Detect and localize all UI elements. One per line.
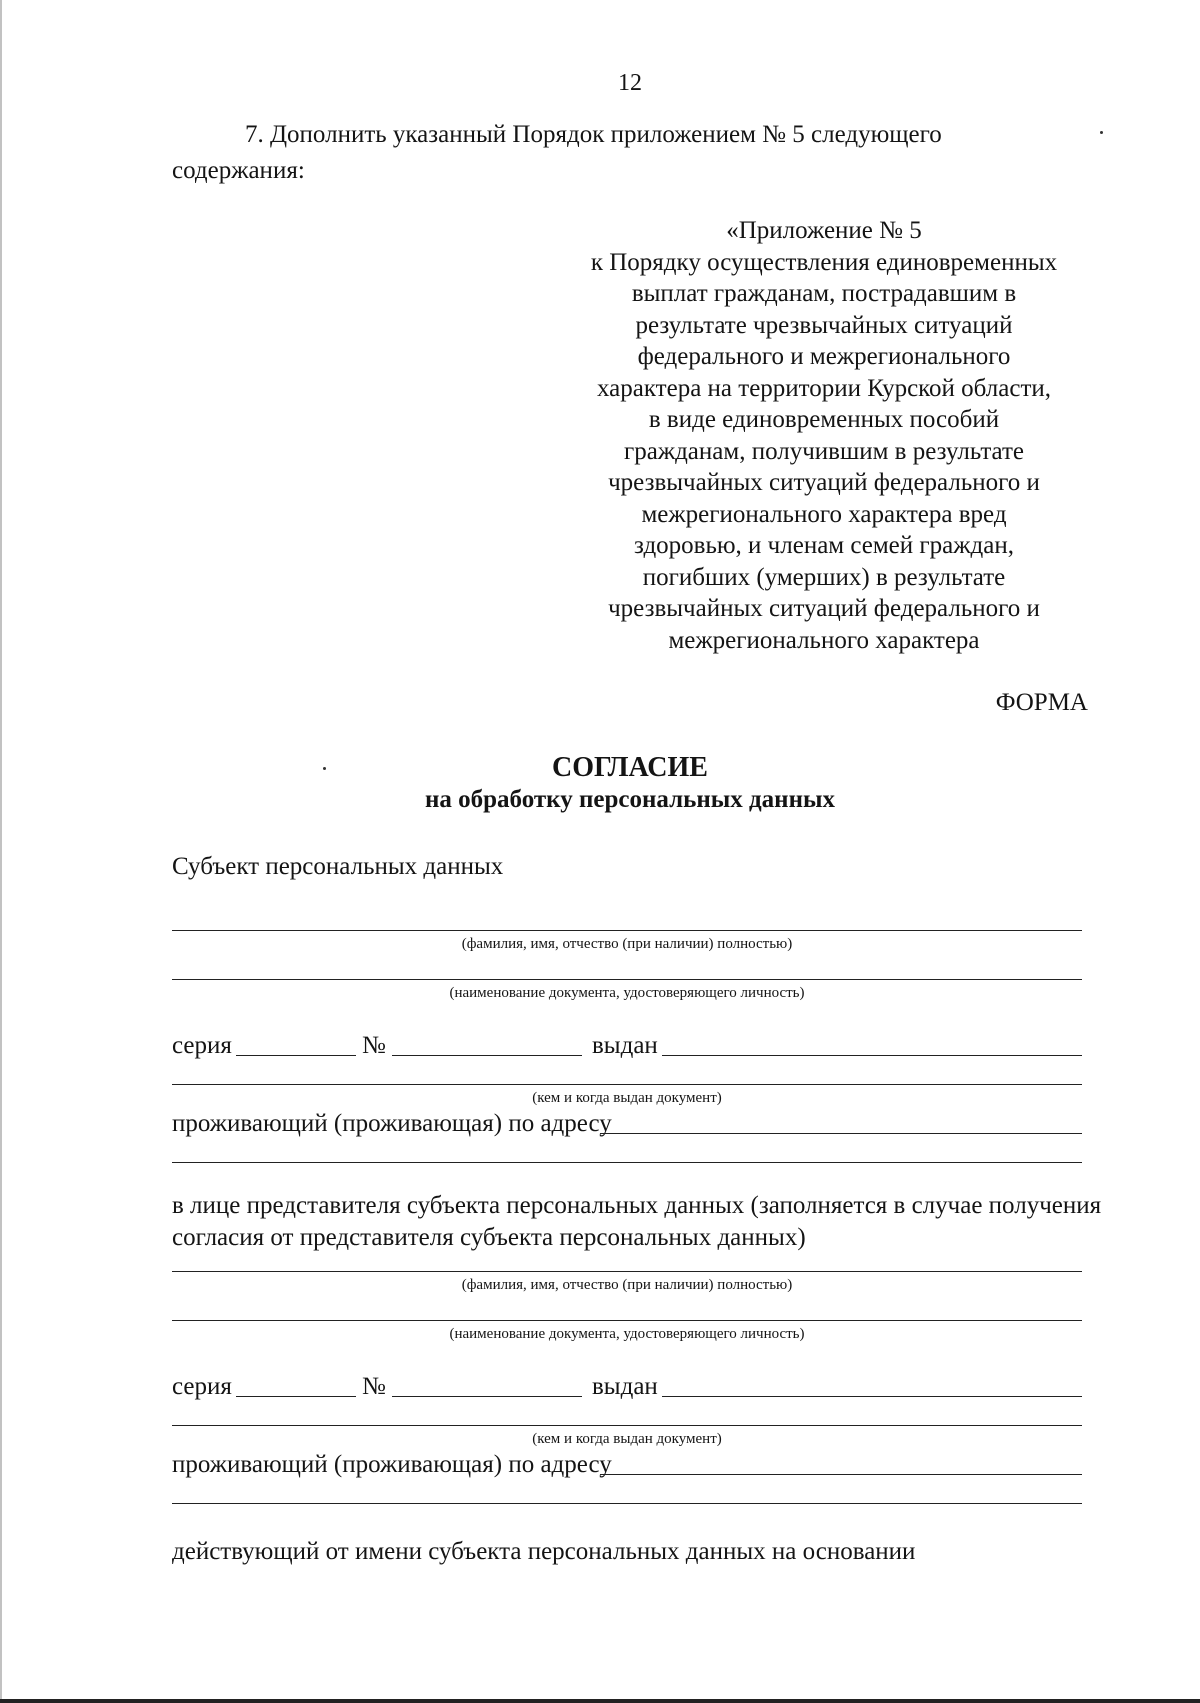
rep-fio-caption: (фамилия, имя, отчество (при наличии) полностью) — [461, 1277, 793, 1293]
scan-left-edge — [0, 0, 2, 1703]
acting-basis: действующий от имени субъекта персональных данных на основании — [172, 1538, 916, 1565]
appendix-header-line: гражданам, получившим в результате — [623, 437, 1025, 465]
intro-line-2: содержания: — [172, 157, 305, 184]
doc-caption: (наименование документа, удостоверяющего личность) — [449, 985, 805, 1001]
rep-address-field — [600, 1474, 1082, 1475]
rep-series-label: серия — [172, 1373, 232, 1400]
subject-label: Субъект персональных данных — [172, 853, 504, 880]
representative-line-1: в лице представителя субъекта персональных данных (заполняется в случае получения — [172, 1192, 1102, 1219]
rep-doc-line — [172, 1320, 1082, 1321]
rep-number-label: № — [362, 1373, 386, 1400]
appendix-header-line: здоровью, и членам семей граждан, — [634, 532, 1014, 559]
scan-bottom-edge — [0, 1699, 1200, 1703]
series-field — [236, 1055, 356, 1056]
appendix-header-line: «Приложение № 5 — [726, 217, 922, 244]
document-title: СОГЛАСИЕ — [552, 752, 708, 783]
appendix-header-line: чрезвычайных ситуаций федерального и — [608, 595, 1040, 622]
appendix-header-line: чрезвычайных ситуаций федерального и — [608, 469, 1040, 496]
appendix-header-line: выплат гражданам, пострадавшим в — [631, 280, 1017, 307]
rep-doc-caption: (наименование документа, удостоверяющего личность) — [449, 1326, 805, 1342]
fio-caption: (фамилия, имя, отчество (при наличии) полностью) — [461, 936, 793, 952]
rep-address-label: проживающий (проживающая) по адресу — [172, 1451, 612, 1478]
rep-issued-label: выдан — [592, 1373, 658, 1400]
issued-label: выдан — [592, 1032, 658, 1059]
fio-line — [172, 930, 1082, 931]
number-field — [392, 1055, 582, 1056]
address-line-2 — [172, 1162, 1082, 1163]
appendix-header-line: межрегионального характера вред — [641, 500, 1007, 528]
series-label: серия — [172, 1032, 232, 1059]
rep-series-field — [236, 1396, 356, 1397]
appendix-header — [560, 215, 1088, 656]
intro-line-1: 7. Дополнить указанный Порядок приложением № 5 следующего — [245, 121, 942, 148]
address-label: проживающий (проживающая) по адресу — [172, 1110, 612, 1137]
document-subtitle: на обработку персональных данных — [425, 786, 835, 813]
appendix-header-line: в виде единовременных пособий — [648, 406, 1000, 433]
appendix-header-line: федерального и межрегионального — [637, 343, 1011, 370]
rep-issued-by-caption: (кем и когда выдан документ) — [532, 1431, 722, 1447]
page-number: 12 — [618, 70, 642, 96]
number-label: № — [362, 1032, 386, 1059]
rep-issued-field — [662, 1396, 1082, 1397]
appendix-header-line: межрегионального характера — [668, 626, 980, 654]
rep-fio-line — [172, 1271, 1082, 1272]
representative-line-2: согласия от представителя субъекта персональных данных) — [172, 1224, 806, 1251]
rep-number-field — [392, 1396, 582, 1397]
issued-field — [662, 1055, 1082, 1056]
doc-line — [172, 979, 1082, 980]
rep-issued-by-line — [172, 1425, 1082, 1426]
appendix-header-line: погибших (умерших) в результате — [642, 563, 1006, 591]
rep-address-line-2 — [172, 1503, 1082, 1504]
appendix-header-line: к Порядку осуществления единовременных — [590, 248, 1058, 276]
issued-by-line — [172, 1084, 1082, 1085]
address-field — [600, 1133, 1082, 1134]
form-label: ФОРМА — [995, 689, 1088, 716]
scan-speck — [1100, 131, 1103, 134]
appendix-header-line: результате чрезвычайных ситуаций — [635, 311, 1013, 339]
issued-by-caption: (кем и когда выдан документ) — [532, 1090, 722, 1106]
appendix-header-line: характера на территории Курской области, — [597, 374, 1051, 402]
